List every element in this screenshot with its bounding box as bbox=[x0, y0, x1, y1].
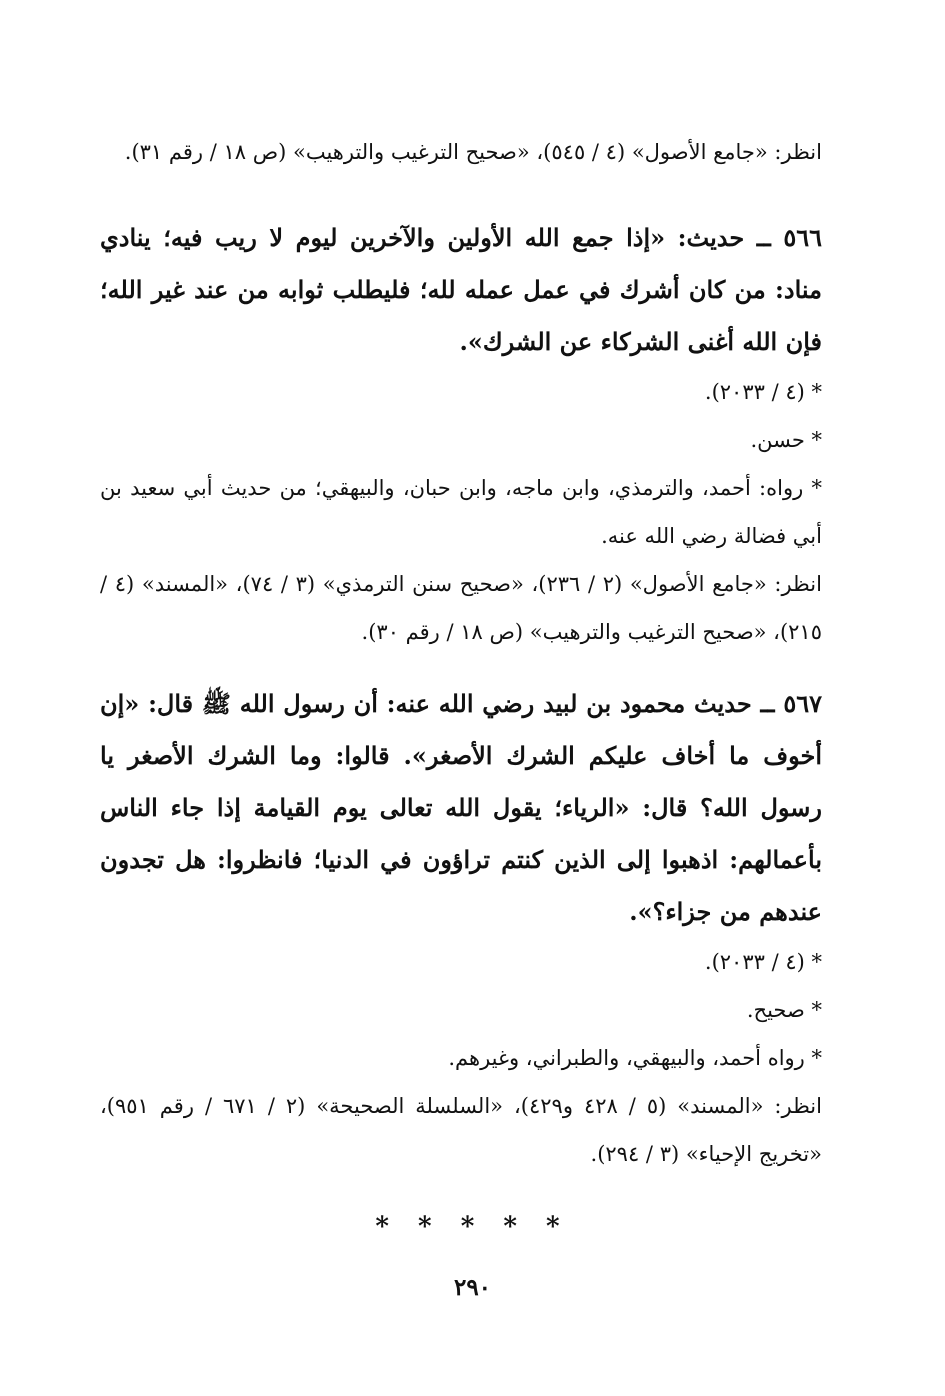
hadith-567-narrators: * رواه أحمد، والبيهقي، والطبراني، وغيرهم. bbox=[448, 1046, 822, 1070]
hadith-566-narrators: * رواه: أحمد، والترمذي، وابن ماجه، وابن حبان، والبيهقي؛ من حديث أبي سعيد بن أبي فضالة رضي الله عنه. bbox=[100, 476, 822, 548]
hadith-566-text: ٥٦٦ ــ حديث: «إذا جمع الله الأولين والآخرين ليوم لا ريب فيه؛ ينادي مناد: من كان أشرك في عمل عمله لله؛ فليطلب ثوابه من عند غير الله؛ فإن الله أغنى الشركاء عن الشرك». bbox=[100, 223, 822, 356]
hadith-566-reference: انظر: «جامع الأصول» (٢ / ٢٣٦)، «صحيح سنن الترمذي» (٣ / ٧٤)، «المسند» (٤ / ٢١٥)، «صحيح الترغيب والترهيب» (ص ١٨ / رقم ٣٠). bbox=[100, 572, 822, 644]
page-body bbox=[100, 128, 822, 1178]
intro-reference: انظر: «جامع الأصول» (٤ / ٥٤٥)، «صحيح الترغيب والترهيب» (ص ١٨ / رقم ٣١). bbox=[124, 140, 822, 164]
page-number: ٢٩٠ bbox=[453, 1274, 492, 1301]
hadith-567-text: ٥٦٧ ــ حديث محمود بن لبيد رضي الله عنه: أن رسول الله ﷺ قال: «إن أخوف ما أخاف عليكم الشرك الأصغر». قالوا: وما الشرك الأصغر يا رسول الله؟ قال: «الرياء؛ يقول الله تعالى يوم القيامة إذا جاء الناس بأعمالهم: اذهبوا إلى الذين كنتم تراؤون في الدنيا؛ فانظروا: هل تجدون عندهم من جزاء؟». bbox=[100, 689, 822, 926]
hadith-567-grade: * صحيح. bbox=[746, 998, 822, 1022]
hadith-567-reference: انظر: «المسند» (٥ / ٤٢٨ و٤٢٩)، «السلسلة الصحيحة» (٢ / ٦٧١ / رقم ٩٥١)، «تخريج الإحياء» (٣ / ٢٩٤). bbox=[100, 1094, 822, 1166]
hadith-566-volume: * (٤ / ٢٠٣٣). bbox=[704, 380, 822, 404]
hadith-567-volume: * (٤ / ٢٠٣٣). bbox=[704, 950, 822, 974]
hadith-566-grade: * حسن. bbox=[750, 428, 822, 452]
section-separator: * * * * * bbox=[375, 1212, 570, 1242]
